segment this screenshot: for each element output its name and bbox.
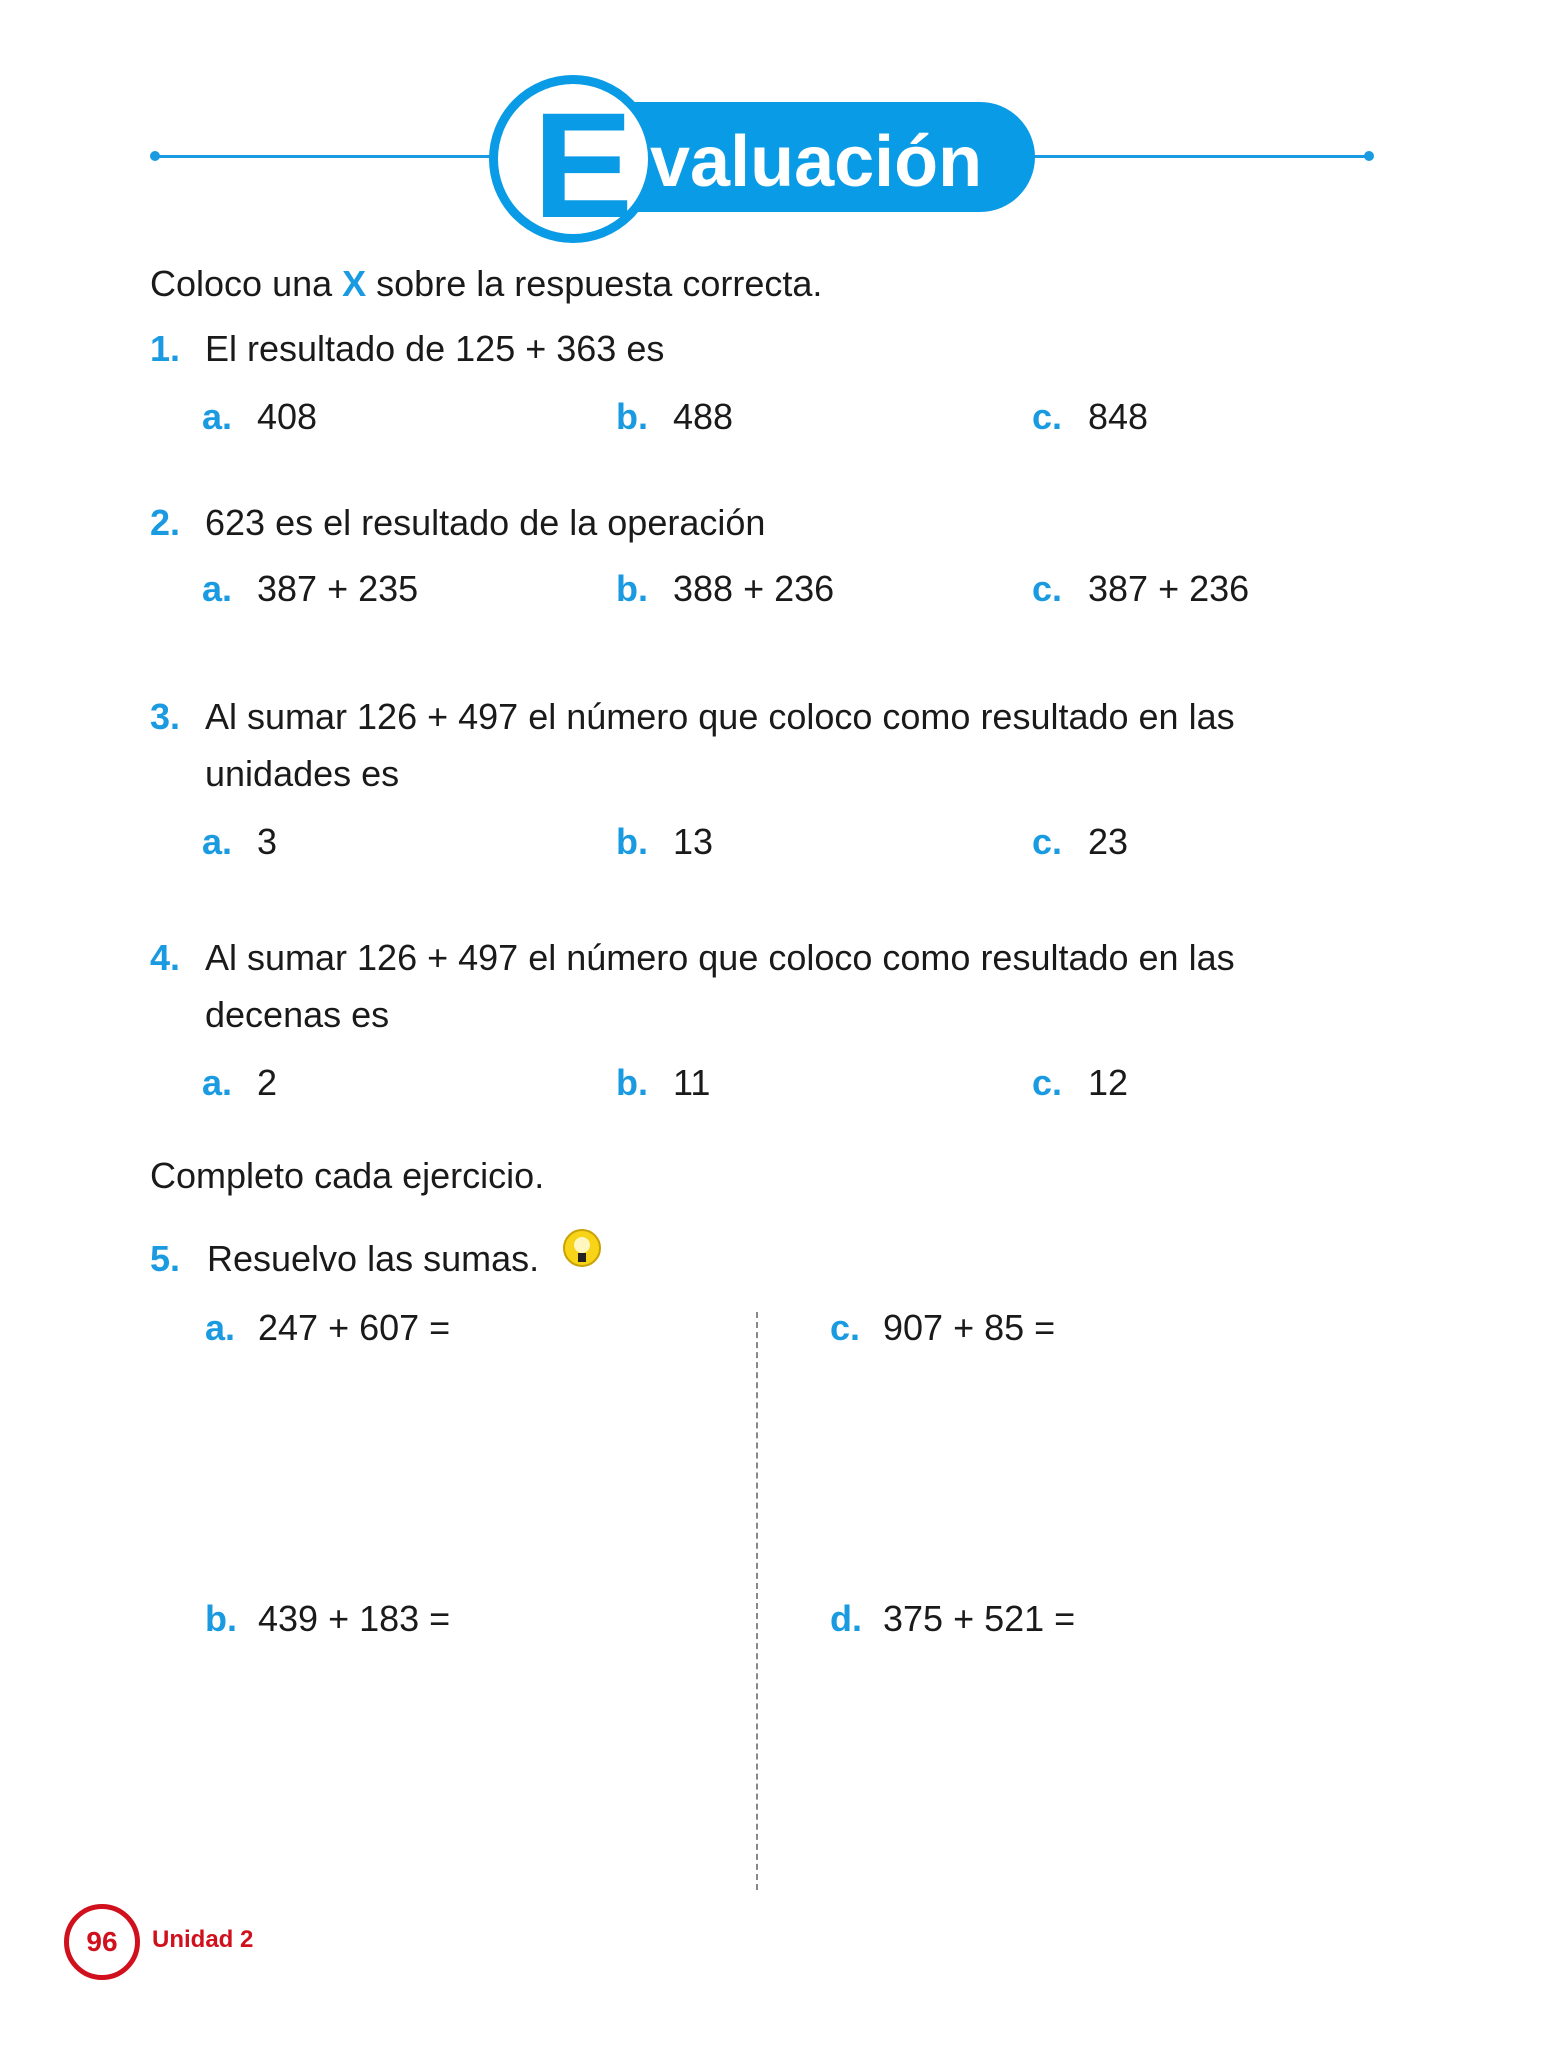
answer-option[interactable] (1032, 1061, 1129, 1105)
option-letter: c. (1032, 568, 1063, 609)
answer-option[interactable] (202, 1061, 278, 1105)
sum-exercise (830, 1597, 1076, 1641)
question-number: 3. (150, 696, 181, 737)
question-text: unidades es (205, 753, 400, 794)
sum-exercise (205, 1597, 451, 1641)
exercise-expression: 907 + 85 = (883, 1307, 1056, 1348)
exercise-expression: 247 + 607 = (258, 1307, 451, 1348)
question-text: El resultado de 125 + 363 es (205, 328, 665, 369)
option-value: 387 + 236 (1088, 568, 1250, 609)
option-value: 13 (673, 821, 714, 862)
option-value: 388 + 236 (673, 568, 835, 609)
instruction (150, 262, 822, 306)
question-number: 5. (150, 1238, 181, 1279)
option-letter: c. (1032, 396, 1063, 437)
exercise-expression: 439 + 183 = (258, 1598, 451, 1639)
option-value: 848 (1088, 396, 1149, 437)
option-value: 12 (1088, 1062, 1129, 1103)
answer-option[interactable] (616, 820, 714, 864)
header-rule-right (1030, 155, 1368, 158)
instruction-complete: Completo cada ejercicio. (150, 1155, 545, 1196)
question-text: Resuelvo las sumas. (207, 1238, 540, 1279)
answer-option[interactable] (202, 395, 318, 439)
exercise-expression: 375 + 521 = (883, 1598, 1076, 1639)
option-value: 11 (673, 1062, 711, 1103)
option-letter: a. (202, 1062, 233, 1103)
option-value: 488 (673, 396, 734, 437)
answer-option[interactable] (1032, 567, 1250, 611)
title-initial: E (533, 81, 634, 249)
answer-option[interactable] (616, 395, 734, 439)
option-value: 2 (257, 1062, 278, 1103)
answer-option[interactable] (202, 820, 278, 864)
option-value: 408 (257, 396, 318, 437)
option-letter: b. (616, 396, 648, 437)
exercise-letter: c. (830, 1307, 861, 1348)
option-value: 23 (1088, 821, 1129, 862)
sum-exercise (830, 1306, 1056, 1350)
option-letter: a. (202, 396, 233, 437)
x-mark: X (342, 263, 367, 304)
question-text: Al sumar 126 + 497 el número que coloco como resultado en las (205, 937, 1235, 978)
rule-end-dot (1364, 151, 1374, 161)
option-value: 3 (257, 821, 278, 862)
sum-exercise (205, 1306, 451, 1350)
option-letter: b. (616, 1062, 648, 1103)
option-letter: b. (616, 821, 648, 862)
answer-option[interactable] (616, 1061, 711, 1105)
option-letter: a. (202, 568, 233, 609)
instruction-text: sobre la respuesta correcta. (366, 263, 823, 304)
question-number: 2. (150, 502, 181, 543)
question-number: 1. (150, 328, 181, 369)
question-number: 4. (150, 937, 181, 978)
instruction-text: Coloco una (150, 263, 343, 304)
page-number: 96 (64, 1904, 140, 1980)
rule-end-dot (150, 151, 160, 161)
answer-option[interactable] (616, 567, 835, 611)
option-letter: c. (1032, 1062, 1063, 1103)
exercise-letter: d. (830, 1598, 862, 1639)
answer-option[interactable] (202, 567, 419, 611)
question-text: Al sumar 126 + 497 el número que coloco como resultado en las (205, 696, 1235, 737)
page-title: valuación (650, 122, 983, 202)
answer-option[interactable] (1032, 820, 1129, 864)
option-value: 387 + 235 (257, 568, 419, 609)
exercise-letter: a. (205, 1307, 236, 1348)
answer-option[interactable] (1032, 395, 1149, 439)
unit-label: Unidad 2 (152, 1926, 254, 1953)
option-letter: b. (616, 568, 648, 609)
option-letter: a. (202, 821, 233, 862)
option-letter: c. (1032, 821, 1063, 862)
exercise-letter: b. (205, 1598, 237, 1639)
question-text: 623 es el resultado de la operación (205, 502, 766, 543)
column-divider (756, 1312, 758, 1890)
lightbulb-icon (562, 1228, 602, 1272)
question-text: decenas es (205, 994, 390, 1035)
